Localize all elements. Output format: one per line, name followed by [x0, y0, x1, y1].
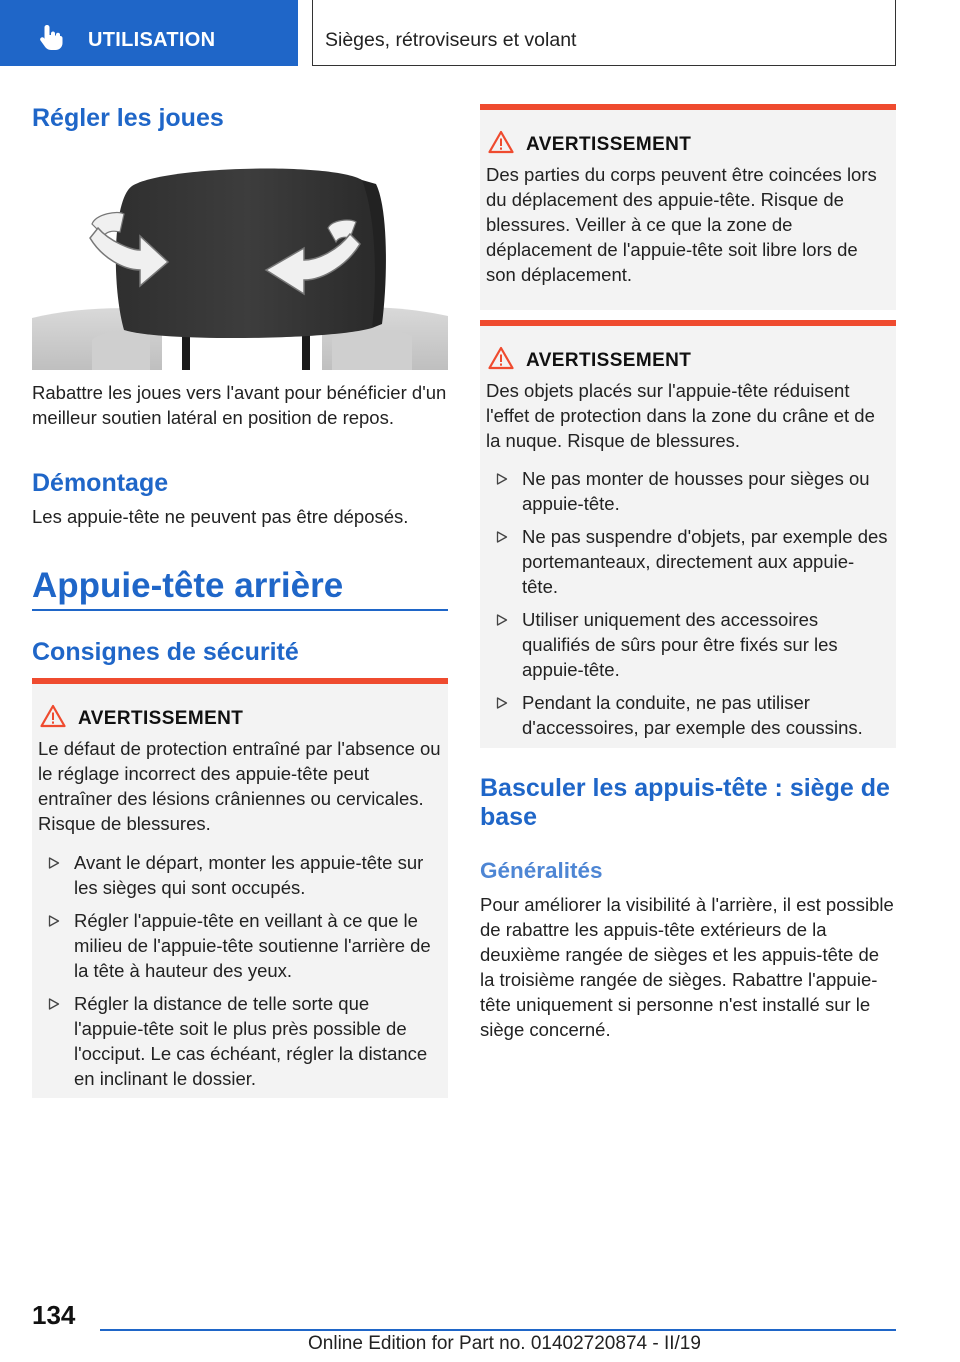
warning-triangle-icon [488, 346, 514, 370]
warning-triangle-icon [488, 130, 514, 154]
chapter-title: Sièges, rétroviseurs et volant [325, 29, 577, 51]
warning-title: AVERTISSEMENT [78, 708, 244, 729]
footer-rule [100, 1329, 896, 1331]
warning-title: AVERTISSEMENT [526, 350, 692, 371]
paragraph-generalites: Pour améliorer la visibilité à l'arrière, il est possible de rabattre les appuis-tête extérieurs de la deuxième rangée de sièges et les appuis-tête de la troisième rangée de sièges. Rabattre l'appuie-tête uniquement si personne n'est installé sur le siège concerné. [480, 894, 894, 1040]
heading-demontage: Démontage [32, 469, 169, 497]
heading-rule [32, 609, 448, 611]
bullet-triangle-icon [496, 531, 508, 543]
chapter-header [312, 0, 896, 66]
bullet-triangle-icon [496, 697, 508, 709]
bullet-triangle-icon [48, 857, 60, 869]
section-title: UTILISATION [88, 29, 216, 51]
warning-title: AVERTISSEMENT [526, 134, 692, 155]
list-item: Pendant la conduite, ne pas utiliser d'accessoires, par exemple des coussins. [486, 690, 890, 740]
bullet-triangle-icon [48, 998, 60, 1010]
heading-consignes: Consignes de sécurité [32, 638, 299, 666]
hand-pointer-icon [36, 22, 66, 52]
warning-box-coincement [480, 104, 896, 310]
section-tab[interactable] [0, 0, 298, 66]
list-item: Ne pas monter de housses pour sièges ou appuie-tête. [486, 466, 890, 516]
heading-generalites: Généralités [480, 858, 603, 883]
bullet-triangle-icon [496, 614, 508, 626]
paragraph-joues: Rabattre les joues vers l'avant pour bénéficier d'un meilleur soutien latéral en position de repos. [32, 382, 447, 428]
warning-box-consignes [32, 678, 448, 1098]
paragraph-demontage: Les appuie-tête ne peuvent pas être déposés. [32, 506, 409, 527]
list-item: Régler la distance de telle sorte que l'appuie-tête soit le plus près possible de l'occiput. Le cas échéant, régler la distance en inclinant le dossier. [38, 991, 442, 1091]
heading-basculer: Basculer les appuis-tête : siège de base [480, 774, 890, 831]
list-item: Avant le départ, monter les appuie-tête sur les sièges qui sont occupés. [38, 850, 442, 900]
bullet-triangle-icon [496, 473, 508, 485]
warning-list [486, 466, 890, 748]
list-item: Régler l'appuie-tête en veillant à ce que le milieu de l'appuie-tête soutienne l'arrière de la tête à hauteur des yeux. [38, 908, 442, 983]
warning-text: Le défaut de protection entraîné par l'absence ou le réglage incorrect des appuie-tête peut entraîner des lésions crâniennes ou cervicales. Risque de blessures. [38, 738, 441, 834]
page-number: 134 [32, 1300, 76, 1330]
headrest-illustration [32, 158, 448, 370]
warning-list [38, 850, 442, 1099]
list-item: Utiliser uniquement des accessoires qualifiés de sûrs pour être fixés sur les appuie-tête. [486, 607, 890, 682]
bullet-triangle-icon [48, 915, 60, 927]
warning-box-objets [480, 320, 896, 748]
warning-text: Des objets placés sur l'appuie-tête réduisent l'effet de protection dans la zone du crâne et de la nuque. Risque de blessures. [486, 380, 875, 451]
heading-appuie-tete-arriere: Appuie-tête arrière [32, 566, 344, 605]
heading-regler-joues: Régler les joues [32, 104, 224, 132]
footer-edition: Online Edition for Part no. 01402720874 - II/19 [308, 1333, 701, 1354]
warning-triangle-icon [40, 704, 66, 728]
headrest-image-icon [32, 158, 448, 370]
list-item: Ne pas suspendre d'objets, par exemple des portemanteaux, directement aux appuie-tête. [486, 524, 890, 599]
warning-text: Des parties du corps peuvent être coincées lors du déplacement des appuie-tête. Risque de blessures. Veiller à ce que la zone de déplacement de l'appuie-tête soit libre lors de son déplacement. [486, 164, 877, 285]
